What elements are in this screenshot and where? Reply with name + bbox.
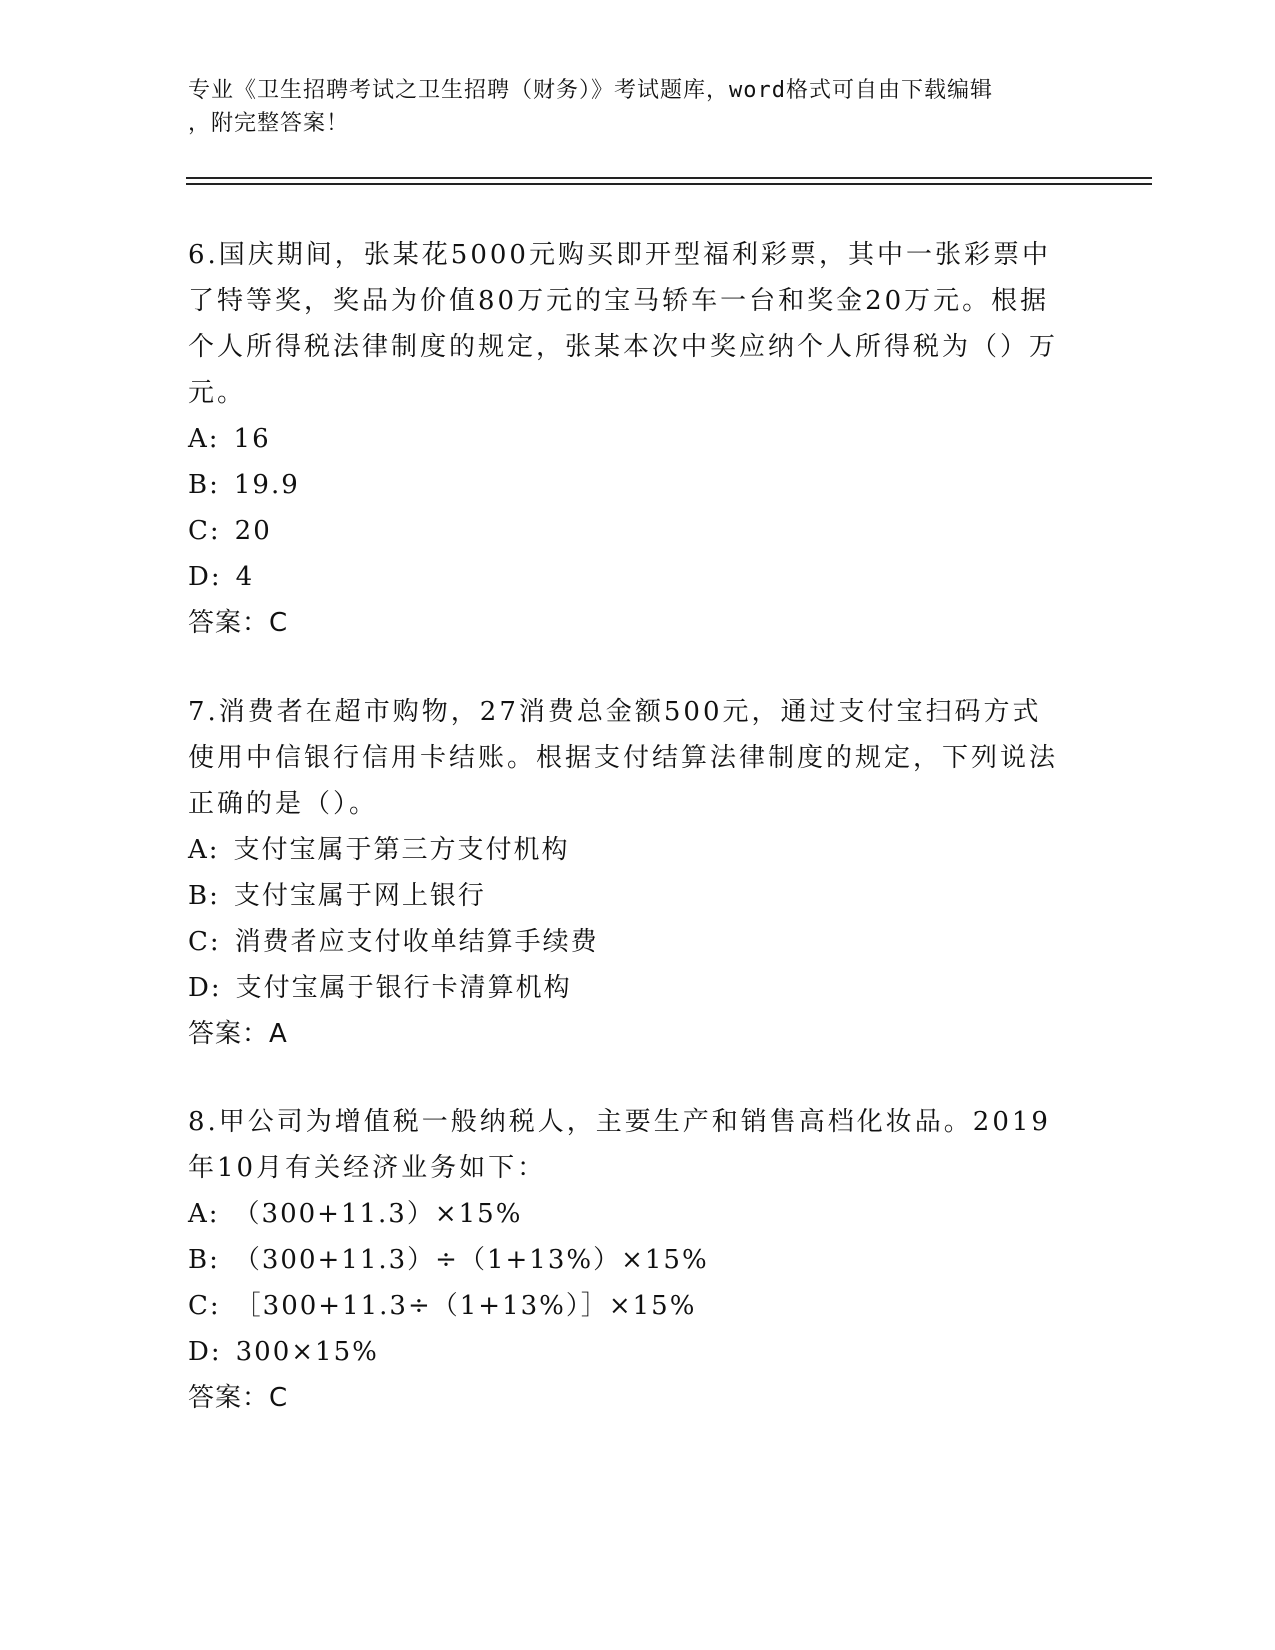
option-a (188, 1191, 1068, 1237)
option-d (188, 965, 1068, 1011)
option-text: 300×15% (235, 1337, 379, 1367)
option-label: A: (188, 835, 220, 865)
option-c (188, 508, 1068, 554)
option-label: C: (188, 1291, 221, 1321)
question-stem: 6.国庆期间，张某花5000元购买即开型福利彩票，其中一张彩票中了特等奖，奖品为价值80万元的宝马轿车一台和奖金20万元。根据个人所得税法律制度的规定，张某本次中奖应纳个人所得税为（）万元。 (188, 240, 1059, 408)
answer-line: 答案：C (188, 1383, 289, 1413)
header-line-2: ，附完整答案！ (188, 111, 350, 136)
option-c (188, 919, 1068, 965)
header-rule-top (186, 177, 1152, 179)
option-text: 4 (235, 562, 255, 592)
answer-line: 答案：C (188, 608, 289, 638)
option-a (188, 827, 1068, 873)
question-8 (188, 1099, 1068, 1421)
option-text: 19.9 (233, 470, 300, 500)
option-label: B: (188, 470, 220, 500)
option-label: C: (188, 516, 221, 546)
option-label: D: (188, 1337, 222, 1367)
answer-line: 答案：A (188, 1019, 288, 1049)
option-text: 16 (233, 424, 271, 454)
option-b (188, 873, 1068, 919)
option-c (188, 1283, 1068, 1329)
option-d (188, 1329, 1068, 1375)
option-text: 支付宝属于银行卡清算机构 (235, 973, 572, 1003)
question-7 (188, 689, 1068, 1057)
option-b (188, 462, 1068, 508)
option-text: （300+11.3）÷（1+13%）×15% (233, 1245, 709, 1275)
option-text: 支付宝属于第三方支付机构 (233, 835, 570, 865)
header-rule-bottom (186, 183, 1152, 185)
question-stem: 7.消费者在超市购物，27消费总金额500元，通过支付宝扫码方式使用中信银行信用卡结账。根据支付结算法律制度的规定，下列说法正确的是（）。 (188, 697, 1059, 819)
option-label: D: (188, 562, 222, 592)
option-a (188, 416, 1068, 462)
question-6 (188, 232, 1068, 646)
option-text: 支付宝属于网上银行 (233, 881, 486, 911)
option-text: 消费者应支付收单结算手续费 (234, 927, 599, 957)
option-label: D: (188, 973, 222, 1003)
document-header (188, 74, 1088, 140)
question-stem: 8.甲公司为增值税一般纳税人，主要生产和销售高档化妆品。2019年10月有关经济业务如下： (188, 1107, 1051, 1183)
option-d (188, 554, 1068, 600)
option-label: A: (188, 424, 220, 454)
option-b (188, 1237, 1068, 1283)
option-text: ［300+11.3÷（1+13%）］×15% (234, 1291, 697, 1321)
option-text: 20 (234, 516, 272, 546)
option-label: C: (188, 927, 221, 957)
header-line-1: 专业《卫生招聘考试之卫生招聘（财务）》考试题库，word格式可自由下载编辑 (188, 78, 993, 103)
option-label: B: (188, 881, 220, 911)
option-label: B: (188, 1245, 220, 1275)
option-text: （300+11.3）×15% (233, 1199, 523, 1229)
option-label: A: (188, 1199, 220, 1229)
